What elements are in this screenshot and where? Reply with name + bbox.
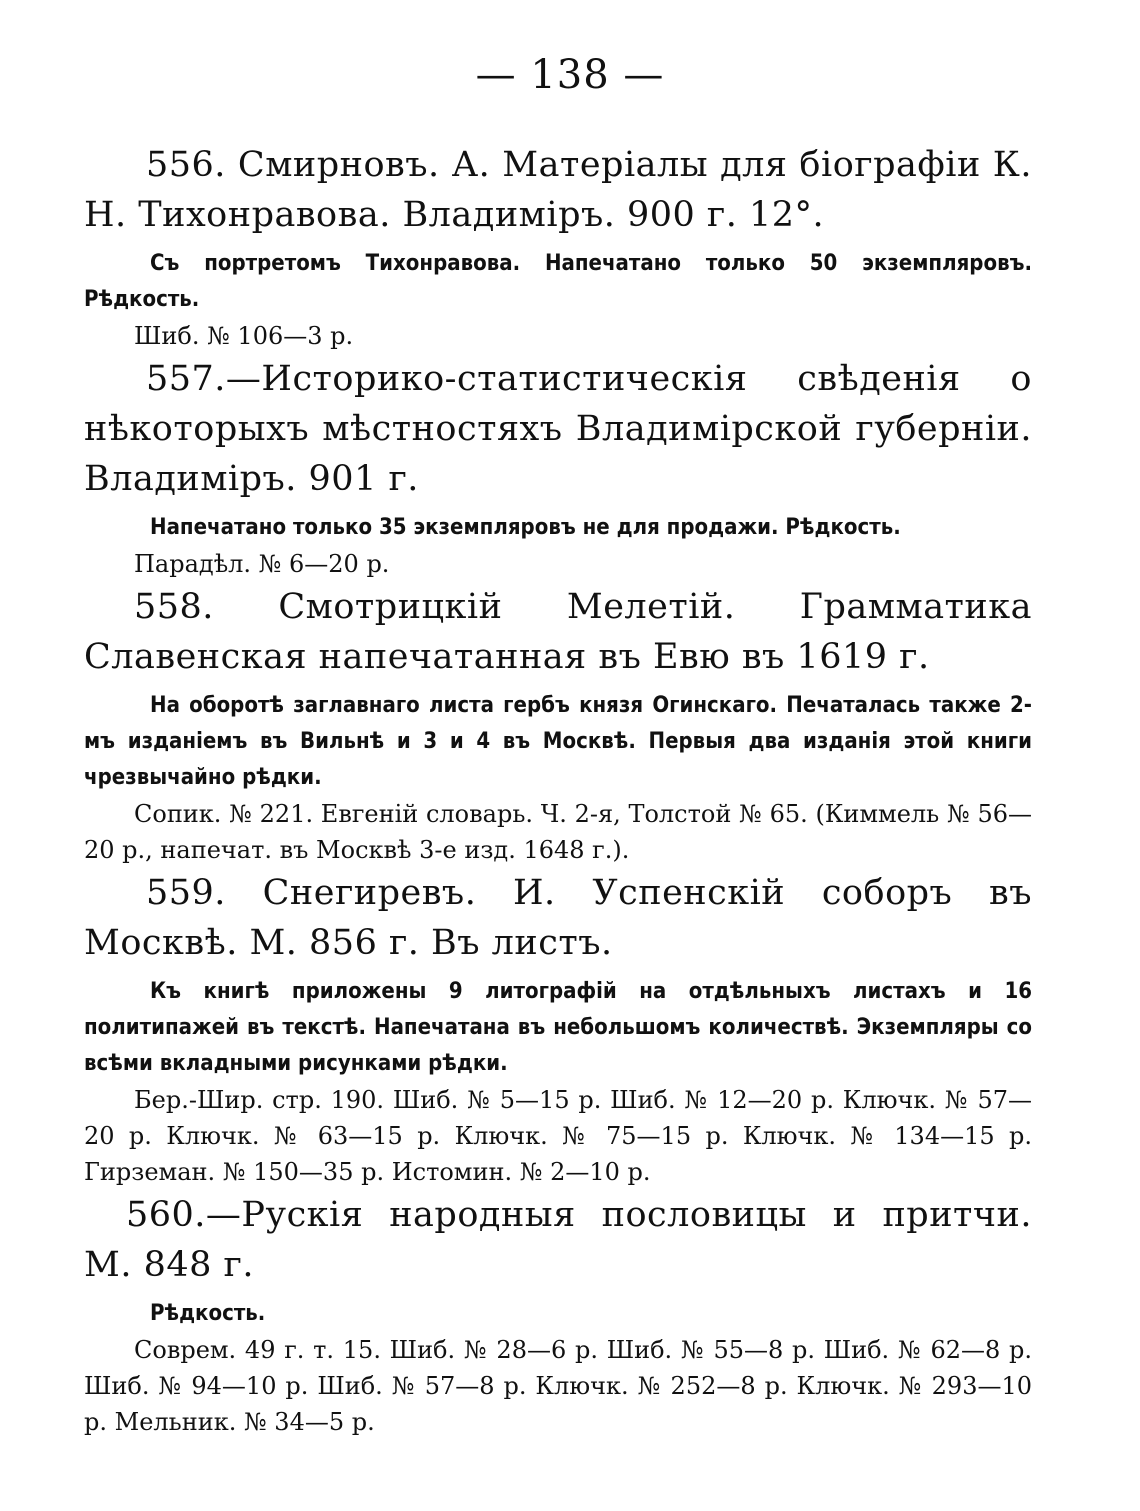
entry-references: Шиб. № 106—3 р. xyxy=(134,322,354,350)
entry-note: Напечатано только 35 экземпляровъ не для продажи. Рѣдкость. xyxy=(150,515,901,540)
catalog-entry-557 xyxy=(84,354,1032,582)
entry-title: 559. Снегиревъ. И. Успенскій соборъ въ Москвѣ. М. 856 г. Въ листъ. xyxy=(84,873,1032,963)
entry-references: Бер.-Шир. стр. 190. Шиб. № 5—15 р. Шиб. № 12—20 р. Ключк. № 57—20 р. Ключк. № 63—15 р. Ключк. № 75—15 р. Ключк. № 134—15 р. Гирземан. № 150—35 р. Истомин. № 2—10 р. xyxy=(84,1086,1032,1186)
entry-note: На оборотѣ заглавнаго листа гербъ князя Огинскаго. Печаталась также 2-мъ изданіемъ въ Вильнѣ и 3 и 4 въ Москвѣ. Первыя два изданія этой книги чрезвычайно рѣдки. xyxy=(84,693,1032,790)
catalog-entry-556 xyxy=(84,140,1032,354)
catalog-entry-560 xyxy=(84,1190,1032,1440)
entry-references: Парадѣл. № 6—20 р. xyxy=(134,550,390,578)
catalog-entries xyxy=(84,140,1032,1440)
catalog-entry-558 xyxy=(84,582,1032,868)
entry-note: Съ портретомъ Тихонравова. Напечатано только 50 экземпляровъ. Рѣдкость. xyxy=(84,251,1032,312)
entry-title: 560.—Рускія народныя пословицы и притчи. М. 848 г. xyxy=(84,1195,1032,1285)
entry-note: Къ книгѣ приложены 9 литографій на отдѣльныхъ листахъ и 16 политипажей въ текстѣ. Напечатана въ небольшомъ количествѣ. Экземпляры со всѣми вкладными рисунками рѣдки. xyxy=(84,979,1032,1076)
entry-references: Соврем. 49 г. т. 15. Шиб. № 28—6 р. Шиб. № 55—8 р. Шиб. № 62—8 р. Шиб. № 94—10 р. Шиб. № 57—8 р. Ключк. № 252—8 р. Ключк. № 293—10 р. Мельник. № 34—5 р. xyxy=(84,1336,1032,1436)
entry-title: 557.—Историко-статистическія свѣденія о нѣкоторыхъ мѣстностяхъ Владимірской губерніи. Владиміръ. 901 г. xyxy=(84,359,1032,499)
entry-references: Сопик. № 221. Евгеній словарь. Ч. 2-я, Толстой № 65. (Киммель № 56—20 р., напечат. въ Москвѣ 3-е изд. 1648 г.). xyxy=(84,800,1032,864)
catalog-entry-559 xyxy=(84,868,1032,1190)
entry-title: 556. Смирновъ. А. Матеріалы для біографіи К. Н. Тихонравова. Владиміръ. 900 г. 12°. xyxy=(84,145,1032,235)
entry-title: 558. Смотрицкій Мелетій. Грамматика Славенская напечатанная въ Евю въ 1619 г. xyxy=(84,587,1032,677)
page-number: — 138 — xyxy=(475,52,665,98)
entry-note: Рѣдкость. xyxy=(150,1301,266,1326)
